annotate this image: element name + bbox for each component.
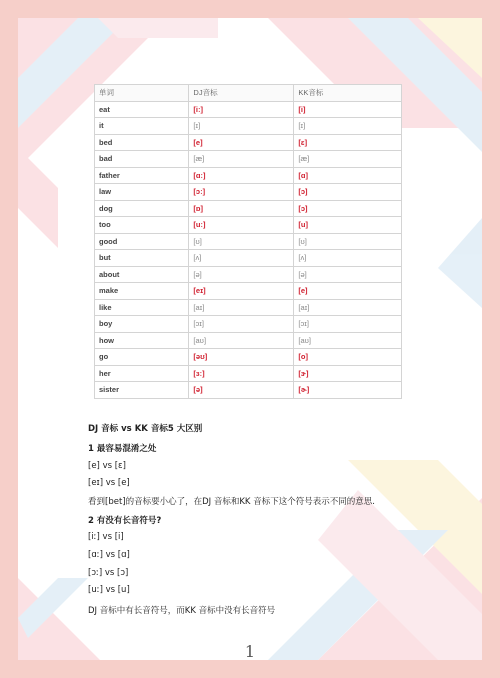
table-row [95, 151, 402, 168]
cell-kk-phonetic: [ʊ] [294, 233, 402, 250]
cell-kk-phonetic: [æ] [294, 151, 402, 168]
cell-dj-phonetic: [aɪ] [189, 299, 294, 316]
section-heading: DJ 音标 vs KK 音标5 大区别 [88, 424, 203, 434]
comparison-line-e: [e] vs [ɛ] [88, 461, 126, 471]
cell-dj-phonetic: [æ] [189, 151, 294, 168]
note-text-2: DJ 音标中有长音符号，而KK 音标中没有长音符号 [88, 606, 276, 616]
cell-kk-phonetic: [ɔɪ] [294, 316, 402, 333]
table-header-row [95, 85, 402, 102]
cell-kk-phonetic: [ɛ] [294, 134, 402, 151]
cell-word: but [95, 250, 189, 267]
cell-word: good [95, 233, 189, 250]
section1-title: 1 最容易混淆之处 [88, 444, 157, 454]
cell-word: sister [95, 382, 189, 399]
cell-dj-phonetic: [ɔɪ] [189, 316, 294, 333]
column-header-kk: KK音标 [294, 85, 402, 102]
cell-kk-phonetic: [aʊ] [294, 332, 402, 349]
cell-kk-phonetic: [e] [294, 283, 402, 300]
cell-dj-phonetic: [ɑː] [189, 167, 294, 184]
table-row [95, 118, 402, 135]
table-row [95, 349, 402, 366]
cell-word: boy [95, 316, 189, 333]
cell-dj-phonetic: [ɜː] [189, 365, 294, 382]
cell-word: dog [95, 200, 189, 217]
phonetic-comparison-table [94, 84, 402, 399]
cell-dj-phonetic: [əʊ] [189, 349, 294, 366]
cell-kk-phonetic: [ɔ] [294, 200, 402, 217]
cell-dj-phonetic: [ə] [189, 382, 294, 399]
column-header-word: 单词 [95, 85, 189, 102]
cell-kk-phonetic: [ɝ] [294, 365, 402, 382]
comparison-line-i: [iː] vs [i] [88, 532, 124, 542]
cell-kk-phonetic: [ɔ] [294, 184, 402, 201]
cell-kk-phonetic: [ɚ] [294, 382, 402, 399]
cell-dj-phonetic: [ɪ] [189, 118, 294, 135]
cell-dj-phonetic: [e] [189, 134, 294, 151]
cell-dj-phonetic: [ɒ] [189, 200, 294, 217]
column-header-dj: DJ音标 [189, 85, 294, 102]
cell-dj-phonetic: [uː] [189, 217, 294, 234]
cell-word: how [95, 332, 189, 349]
cell-word: too [95, 217, 189, 234]
page-number: 1 [244, 642, 256, 660]
table-row [95, 101, 402, 118]
cell-word: about [95, 266, 189, 283]
document-page [18, 18, 482, 660]
table-row [95, 283, 402, 300]
table-row [95, 233, 402, 250]
note-text-1: 看到[bet]的音标要小心了，在DJ 音标和KK 音标下这个符号表示不同的意思. [88, 497, 375, 507]
cell-word: bad [95, 151, 189, 168]
cell-kk-phonetic: [ɪ] [294, 118, 402, 135]
table-row [95, 316, 402, 333]
cell-word: law [95, 184, 189, 201]
comparison-line-o: [ɔː] vs [ɔ] [88, 568, 129, 578]
cell-kk-phonetic: [aɪ] [294, 299, 402, 316]
cell-word: bed [95, 134, 189, 151]
cell-word: it [95, 118, 189, 135]
cell-kk-phonetic: [u] [294, 217, 402, 234]
cell-word: make [95, 283, 189, 300]
cell-dj-phonetic: [aʊ] [189, 332, 294, 349]
cell-dj-phonetic: [eɪ] [189, 283, 294, 300]
table-row [95, 299, 402, 316]
cell-dj-phonetic: [ʌ] [189, 250, 294, 267]
cell-kk-phonetic: [ʌ] [294, 250, 402, 267]
cell-kk-phonetic: [o] [294, 349, 402, 366]
cell-kk-phonetic: [i] [294, 101, 402, 118]
cell-kk-phonetic: [ɑ] [294, 167, 402, 184]
cell-dj-phonetic: [ɔː] [189, 184, 294, 201]
cell-dj-phonetic: [ə] [189, 266, 294, 283]
cell-word: her [95, 365, 189, 382]
comparison-line-ei: [eɪ] vs [e] [88, 478, 130, 488]
table-row [95, 167, 402, 184]
table-row [95, 217, 402, 234]
cell-dj-phonetic: [iː] [189, 101, 294, 118]
table-row [95, 365, 402, 382]
cell-word: eat [95, 101, 189, 118]
cell-dj-phonetic: [ʊ] [189, 233, 294, 250]
section2-title: 2 有没有长音符号? [88, 516, 162, 526]
cell-word: go [95, 349, 189, 366]
cell-word: like [95, 299, 189, 316]
table-row [95, 250, 402, 267]
table-row [95, 332, 402, 349]
comparison-line-u: [uː] vs [u] [88, 585, 130, 595]
cell-kk-phonetic: [ə] [294, 266, 402, 283]
table-row [95, 266, 402, 283]
table-row [95, 134, 402, 151]
table-body [95, 101, 402, 398]
comparison-line-a: [ɑː] vs [ɑ] [88, 550, 130, 560]
table-row [95, 382, 402, 399]
table-row [95, 184, 402, 201]
table-row [95, 200, 402, 217]
cell-word: father [95, 167, 189, 184]
